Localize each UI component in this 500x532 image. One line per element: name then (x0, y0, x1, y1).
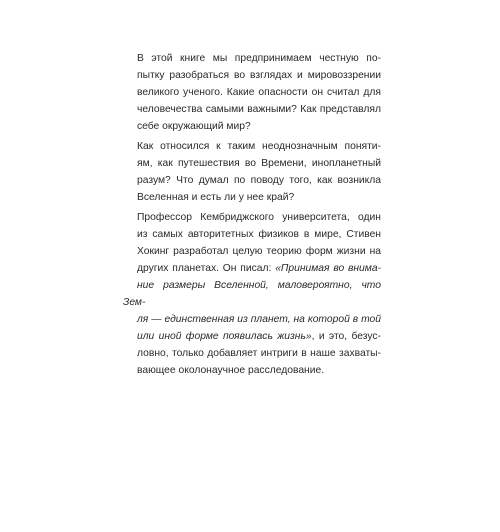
text-line: вающее околонаучное расследование. (137, 365, 325, 376)
quote-line: ние размеры Вселенной, маловероятно, что Зем- (123, 280, 381, 308)
text-line: Как относился к таким неоднозначным поняти- (137, 141, 381, 152)
text-run: других планетах. Он писал: (137, 263, 276, 274)
paragraph-3 (123, 209, 381, 379)
quote-run: «Принимая во внима- (275, 263, 381, 274)
paragraph-2 (123, 138, 381, 206)
text-line: разум? Что думал по поводу того, как возникла (137, 175, 381, 186)
quote-line: ля — единственная из планет, на которой в той (137, 314, 381, 325)
text-line: Хокинг разработал целую теорию форм жизни на (137, 246, 381, 257)
text-line: пытку разобраться во взглядах и мировоззрении (137, 70, 381, 81)
quote-run: или иной форме появилась жизнь» (137, 331, 312, 342)
text-line: ловно, только добавляет интриги в наше захваты- (137, 348, 381, 359)
text-line: человечества самыми важными? Как представлял (137, 104, 381, 115)
text-line: Профессор Кембриджского университета, один (137, 212, 381, 223)
text-line: из самых авторитетных физиков в мире, Стивен (137, 229, 381, 240)
text-line: В этой книге мы предпринимаем честную по- (137, 53, 381, 64)
text-line (123, 328, 381, 345)
text-line (123, 260, 381, 277)
text-line: ям, как путешествия во Времени, инопланетный (137, 158, 381, 169)
text-line: себе окружающий мир? (137, 121, 251, 132)
paragraph-1 (123, 50, 381, 135)
text-line: великого ученого. Какие опасности он считал для (137, 87, 381, 98)
text-run: , и это, безус- (311, 331, 381, 342)
text-line: Вселенная и есть ли у нее край? (137, 192, 295, 203)
body-text (123, 50, 381, 382)
